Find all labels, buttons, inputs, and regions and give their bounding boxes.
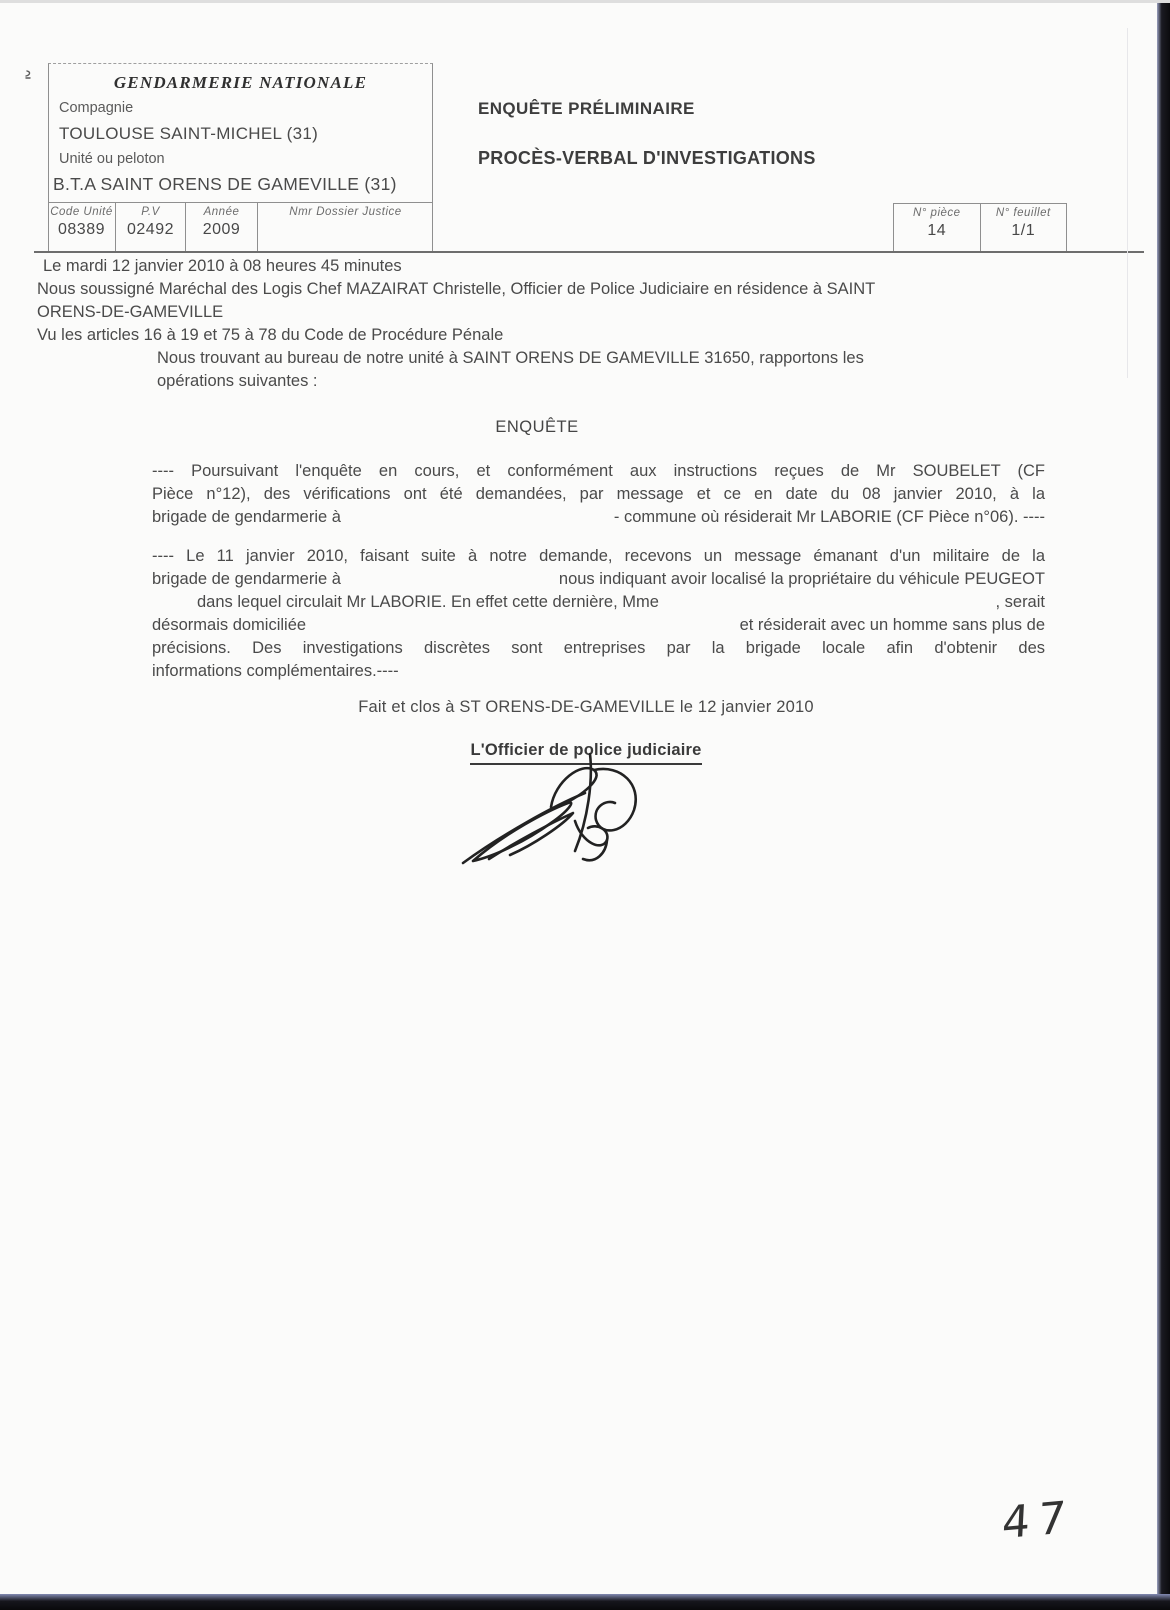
paragraph-2 [152, 545, 1045, 683]
annee-value: 2009 [202, 221, 241, 238]
p2-line4 [152, 614, 1045, 637]
p1-line3 [152, 506, 1045, 529]
scan-edge-bottom [0, 1594, 1170, 1610]
code-unite-cell [48, 203, 115, 252]
intro-officer-line: Nous soussigné Maréchal des Logis Chef MAZAIRAT Christelle, Officier de Police Judiciaire en résidence à SAINT [37, 280, 876, 298]
code-unite-value: 08389 [58, 221, 105, 238]
redacted-blank [659, 591, 996, 614]
p2-line3-text: dans lequel circulait Mr LABORIE. En effet cette dernière, Mme [197, 593, 659, 611]
p2-line3 [152, 591, 1045, 614]
p2-line4-text: désormais domiciliée [152, 616, 307, 634]
intro-bureau-line: Nous trouvant au bureau de notre unité à SAINT ORENS DE GAMEVILLE 31650, rapportons les [157, 349, 864, 367]
scan-edge-right [1157, 3, 1170, 1610]
piece-cell [894, 204, 980, 251]
unite-value: B.T.A SAINT ORENS DE GAMEVILLE (31) [53, 174, 397, 194]
intro-officer-line-wrap: ORENS-DE-GAMEVILLE [37, 303, 224, 321]
p2-line5: précisions. Des investigations discrètes sont entreprises par la brigade locale afin d'obtenir des [152, 639, 1045, 657]
doc-type-enquete: ENQUÊTE PRÉLIMINAIRE [478, 99, 695, 118]
unite-label: Unité ou peloton [59, 151, 165, 167]
annee-cell [185, 203, 257, 252]
redacted-blank [306, 614, 740, 637]
piece-label: N° pièce [912, 207, 961, 219]
dossier-justice-label: Nmr Dossier Justice [289, 206, 402, 218]
paragraph-1 [152, 460, 1045, 529]
handwritten-page-number: 47 [1000, 1491, 1076, 1550]
feuillet-label: N° feuillet [995, 207, 1051, 219]
feuillet-value: 1/1 [1011, 222, 1036, 239]
p2-line4-text-end: et résiderait avec un homme sans plus de [739, 616, 1045, 634]
intro-date-line: Le mardi 12 janvier 2010 à 08 heures 45 minutes [43, 257, 402, 275]
p1-line3-text: brigade de gendarmerie à [152, 508, 341, 526]
piece-feuillet-table [893, 203, 1067, 252]
section-heading-enquete: ENQUÊTE [495, 418, 579, 436]
p2-line2 [152, 568, 1045, 591]
p2-line3-text-end: , serait [995, 593, 1045, 611]
redacted-blank [341, 506, 614, 529]
code-unite-label: Code Unité [50, 206, 113, 218]
piece-value: 14 [927, 222, 947, 239]
intro-bureau-line-wrap: opérations suivantes : [157, 372, 318, 390]
p1-line1: ---- Poursuivant l'enquête en cours, et conformément aux instructions reçues de Mr SOUBELET (CF [152, 462, 1045, 480]
intro-articles-line: Vu les articles 16 à 19 et 75 à 78 du Code de Procédure Pénale [37, 326, 504, 344]
pen-mark-icon [24, 69, 36, 83]
document-titles [478, 99, 816, 169]
gendarmerie-header-box [48, 63, 433, 253]
feuillet-cell [980, 204, 1067, 251]
org-title: GENDARMERIE NATIONALE [113, 73, 368, 92]
p2-line2-text: brigade de gendarmerie à [152, 570, 341, 588]
redacted-blank [341, 568, 559, 591]
signature-title: L'Officier de police judiciaire [470, 739, 701, 765]
signature-scribble [455, 751, 665, 873]
pv-cell [115, 203, 185, 252]
compagnie-label: Compagnie [59, 100, 134, 116]
compagnie-value: TOULOUSE SAINT-MICHEL (31) [59, 124, 319, 143]
dossier-justice-cell [257, 203, 433, 252]
header-divider-rule [34, 251, 1144, 253]
p2-line1: ---- Le 11 janvier 2010, faisant suite à notre demande, recevons un message émanant d'un militaire de la [152, 547, 1045, 565]
doc-type-proces-verbal: PROCÈS-VERBAL D'INVESTIGATIONS [478, 148, 816, 168]
redacted-blank [152, 591, 197, 614]
annee-label: Année [203, 206, 240, 218]
closing-statement: Fait et clos à ST ORENS-DE-GAMEVILLE le 12 janvier 2010 [358, 698, 814, 716]
pv-value: 02492 [127, 221, 174, 238]
p1-line3-text-end: - commune où résiderait Mr LABORIE (CF Pièce n°06). ---- [613, 508, 1045, 526]
reference-table [48, 202, 433, 252]
pv-label: P.V [141, 206, 160, 218]
p1-line2: Pièce n°12), des vérifications ont été demandées, par message et ce en date du 08 janvier 2010, à la [152, 485, 1045, 503]
document-body [37, 255, 1135, 765]
p2-line2-text-end: nous indiquant avoir localisé la propriétaire du véhicule PEUGEOT [558, 570, 1045, 588]
p2-line6: informations complémentaires.---- [152, 662, 399, 680]
